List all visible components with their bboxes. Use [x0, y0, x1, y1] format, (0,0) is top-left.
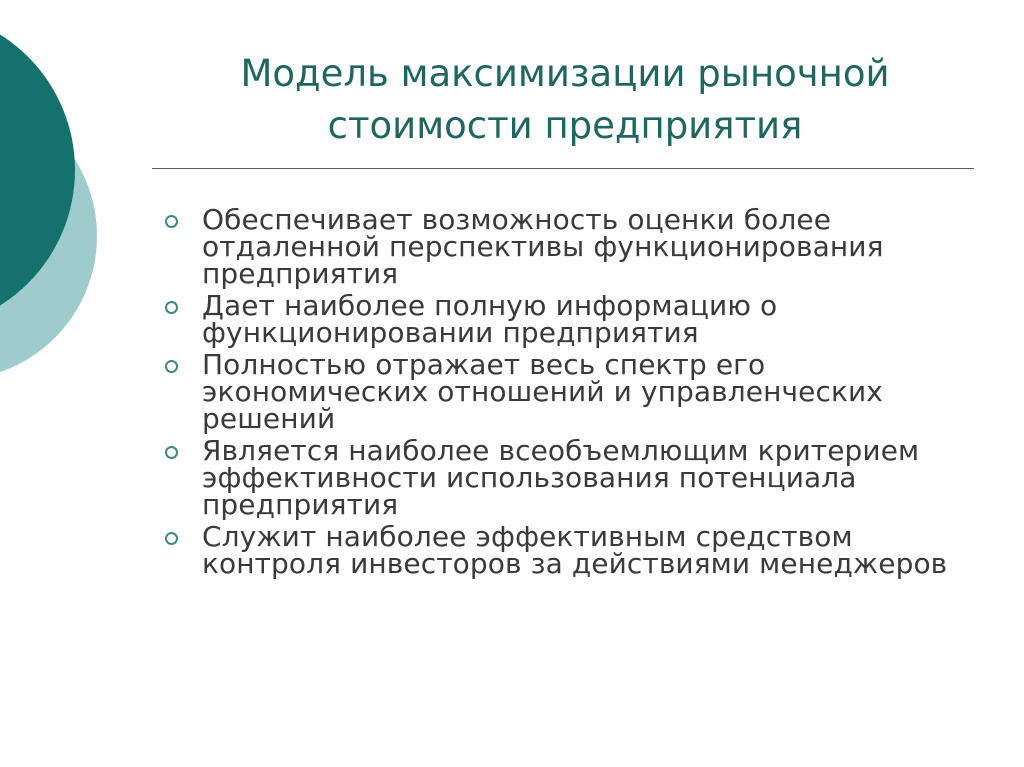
bullet-list [160, 203, 990, 582]
bullet-text: Служит наиболее эффективным средством контроля инвесторов за действиями менеджеров [202, 520, 948, 580]
bullet-item [160, 289, 990, 349]
slide-title [150, 48, 980, 152]
bullet-text: Дает наиболее полную информацию о функционировании предприятия [202, 289, 778, 349]
bullet-text: Обеспечивает возможность оценки более отдаленной перспективы функционирования предприятия [202, 203, 884, 290]
bullet-text: Является наиболее всеобъемлющим критерием эффективности использования потенциала предприятия [202, 434, 920, 521]
hollow-circle-icon [165, 301, 178, 314]
decorative-circles [0, 0, 140, 420]
slide-title-line-2: стоимости предприятия [327, 104, 803, 147]
hollow-circle-icon [165, 446, 178, 459]
hollow-circle-icon [165, 360, 178, 373]
bullet-item [160, 520, 990, 580]
bullet-item [160, 203, 990, 290]
title-divider [152, 168, 974, 169]
bullet-text: Полностью отражает весь спектр его экономических отношений и управленческих решений [202, 348, 883, 435]
hollow-circle-icon [165, 215, 178, 228]
bullet-item [160, 434, 990, 521]
hollow-circle-icon [165, 532, 178, 545]
bullet-item [160, 348, 990, 435]
slide-title-line-1: Модель максимизации рыночной [240, 52, 890, 95]
